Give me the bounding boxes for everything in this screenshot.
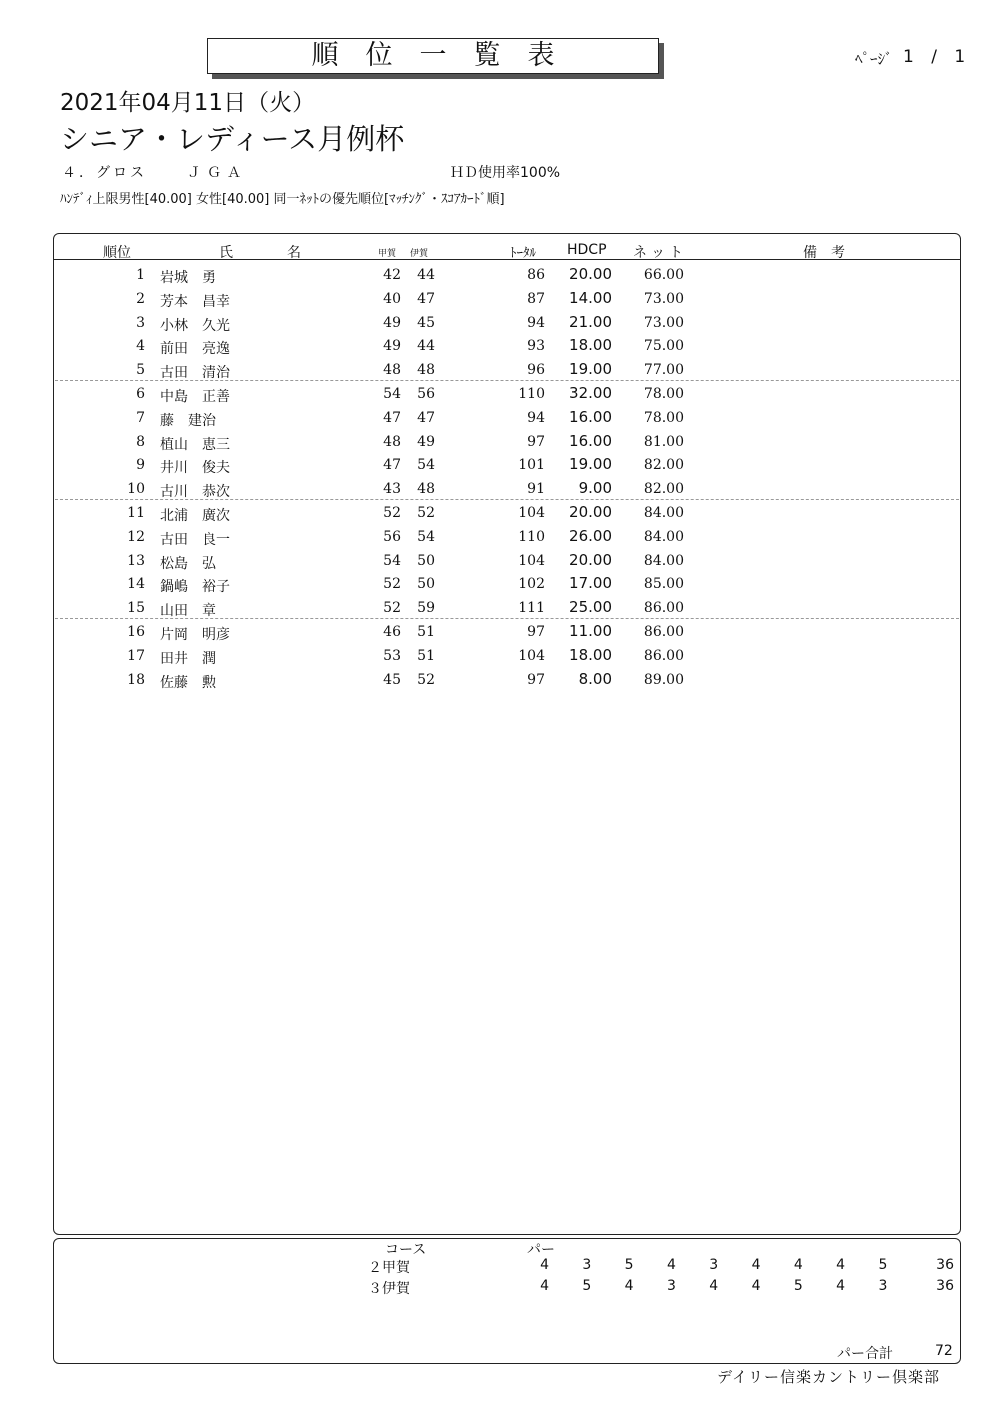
rank-cell: 4 xyxy=(136,338,145,355)
hdcp-cell: 21.00 xyxy=(569,312,612,331)
col-header-rank: 順位 xyxy=(103,245,131,261)
total-score-cell: 104 xyxy=(518,552,545,569)
in-score-cell: 44 xyxy=(417,267,435,283)
name-cell: 藤 建治 xyxy=(160,412,216,429)
hole-par: 4 xyxy=(709,1278,719,1294)
col-header-in: 伊賀 xyxy=(410,249,429,259)
table-row xyxy=(0,619,1000,643)
total-score-cell: 101 xyxy=(518,457,545,474)
hdcp-cell: 11.00 xyxy=(569,622,612,640)
hole-par: 3 xyxy=(709,1257,719,1273)
net-score-cell: 66.00 xyxy=(643,267,684,283)
net-score-cell: 78.00 xyxy=(643,386,684,402)
rank-cell: 8 xyxy=(136,433,145,450)
table-row xyxy=(0,500,1000,524)
hdcp-cell: 18.00 xyxy=(569,336,612,355)
out-score-cell: 45 xyxy=(383,671,401,688)
in-score-cell: 48 xyxy=(417,362,435,379)
course-header-label: コース xyxy=(385,1242,427,1258)
course-name: ３伊賀 xyxy=(368,1281,410,1297)
par-header-label: パー xyxy=(527,1242,555,1258)
net-score-cell: 86.00 xyxy=(643,647,684,664)
out-score-cell: 53 xyxy=(383,647,401,664)
table-row xyxy=(0,571,1000,595)
table-row xyxy=(0,310,1000,334)
rank-cell: 6 xyxy=(136,386,145,402)
name-cell: 井川 俊夫 xyxy=(160,460,230,477)
hole-par: 4 xyxy=(751,1257,761,1273)
in-score-cell: 52 xyxy=(417,505,435,521)
out-score-cell: 47 xyxy=(383,409,401,426)
course-par-total: 36 xyxy=(936,1278,954,1294)
table-row xyxy=(0,548,1000,572)
handicap-rules: ﾊﾝﾃﾞｨ上限男性[40.00] 女性[40.00] 同一ﾈｯﾄの優先順位[ﾏｯﾁﾝｸﾞ・ｽｺｱｶｰﾄﾞ順] xyxy=(60,192,505,207)
rank-cell: 1 xyxy=(136,267,145,283)
in-score-cell: 51 xyxy=(417,647,435,664)
total-score-cell: 86 xyxy=(527,267,545,283)
net-score-cell: 85.00 xyxy=(643,576,684,593)
rank-cell: 7 xyxy=(136,409,145,426)
table-row xyxy=(0,262,1000,286)
rank-cell: 17 xyxy=(127,647,145,664)
total-score-cell: 110 xyxy=(518,386,545,402)
par-total-value: 72 xyxy=(935,1343,953,1359)
col-header-total: ﾄｰﾀﾙ xyxy=(510,246,536,261)
net-score-cell: 77.00 xyxy=(643,362,684,379)
name-cell: 前田 亮逸 xyxy=(160,341,230,358)
net-score-cell: 84.00 xyxy=(643,528,684,545)
course-par-total: 36 xyxy=(936,1257,954,1273)
in-score-cell: 47 xyxy=(417,290,435,307)
total-score-cell: 97 xyxy=(527,671,545,688)
net-score-cell: 86.00 xyxy=(643,624,684,640)
table-row xyxy=(0,405,1000,429)
name-cell: 松島 弘 xyxy=(160,555,216,572)
name-cell: 鍋嶋 裕子 xyxy=(160,579,230,596)
in-score-cell: 50 xyxy=(417,576,435,593)
in-score-cell: 49 xyxy=(417,433,435,450)
hole-par: 4 xyxy=(836,1278,846,1294)
name-cell: 古田 良一 xyxy=(160,531,230,548)
net-score-cell: 78.00 xyxy=(643,409,684,426)
total-score-cell: 104 xyxy=(518,647,545,664)
net-score-cell: 84.00 xyxy=(643,505,684,521)
col-header-hdcp: HDCP xyxy=(567,242,607,258)
name-cell: 山田 章 xyxy=(160,603,216,620)
name-cell: 植山 恵三 xyxy=(160,436,230,453)
hdcp-cell: 17.00 xyxy=(569,574,612,593)
in-score-cell: 54 xyxy=(417,457,435,474)
hole-par: 4 xyxy=(836,1257,846,1273)
hole-par: 5 xyxy=(624,1257,634,1273)
hdcp-cell: 20.00 xyxy=(569,550,612,569)
in-score-cell: 56 xyxy=(417,386,435,402)
out-score-cell: 52 xyxy=(383,505,401,521)
handicap-type: ＪＧＡ xyxy=(187,165,247,181)
hdcp-cell: 18.00 xyxy=(569,645,612,664)
out-score-cell: 46 xyxy=(383,624,401,640)
in-score-cell: 59 xyxy=(417,600,435,617)
table-row xyxy=(0,333,1000,357)
name-cell: 北浦 廣次 xyxy=(160,508,230,524)
total-score-cell: 97 xyxy=(527,433,545,450)
net-score-cell: 86.00 xyxy=(643,600,684,617)
page-label: ﾍﾟｰｼﾞ xyxy=(855,50,893,68)
net-score-cell: 73.00 xyxy=(643,314,684,331)
hdcp-cell: 9.00 xyxy=(578,479,612,498)
col-header-out: 甲賀 xyxy=(378,249,397,259)
out-score-cell: 52 xyxy=(383,600,401,617)
competition-name: シニア・レディース月例杯 xyxy=(60,122,405,156)
name-cell: 佐藤 勲 xyxy=(160,674,216,691)
out-score-cell: 40 xyxy=(383,290,401,307)
name-cell: 田井 潤 xyxy=(160,650,216,667)
total-score-cell: 111 xyxy=(518,600,545,617)
out-score-cell: 42 xyxy=(383,267,401,283)
hole-par: 4 xyxy=(540,1278,549,1294)
name-cell: 小林 久光 xyxy=(160,317,230,334)
par-total-label: パー合計 xyxy=(837,1346,893,1362)
hole-par: 5 xyxy=(582,1278,592,1294)
hole-par: 4 xyxy=(793,1257,803,1273)
rank-cell: 2 xyxy=(136,290,145,307)
hdcp-cell: 19.00 xyxy=(569,455,612,474)
hole-par: 5 xyxy=(878,1257,888,1273)
out-score-cell: 47 xyxy=(383,457,401,474)
table-row xyxy=(0,667,1000,691)
in-score-cell: 52 xyxy=(417,671,435,688)
hole-par: 5 xyxy=(793,1278,803,1294)
hdcp-cell: 19.00 xyxy=(569,360,612,379)
out-score-cell: 52 xyxy=(383,576,401,593)
in-score-cell: 45 xyxy=(417,314,435,331)
hole-par: 4 xyxy=(666,1257,676,1273)
club-name: デイリー信楽カントリー倶楽部 xyxy=(717,1368,940,1386)
in-score-cell: 48 xyxy=(417,481,435,498)
net-score-cell: 82.00 xyxy=(643,457,684,474)
rank-cell: 11 xyxy=(127,505,145,521)
hole-par: 3 xyxy=(666,1278,676,1294)
in-score-cell: 47 xyxy=(417,409,435,426)
table-row xyxy=(0,476,1000,500)
table-row xyxy=(0,524,1000,548)
out-score-cell: 54 xyxy=(383,552,401,569)
in-score-cell: 51 xyxy=(417,624,435,640)
net-score-cell: 84.00 xyxy=(643,552,684,569)
out-score-cell: 49 xyxy=(383,314,401,331)
out-score-cell: 49 xyxy=(383,338,401,355)
out-score-cell: 48 xyxy=(383,362,401,379)
out-score-cell: 48 xyxy=(383,433,401,450)
hdcp-cell: 25.00 xyxy=(569,598,612,617)
rank-cell: 5 xyxy=(136,362,145,379)
out-score-cell: 43 xyxy=(383,481,401,498)
rank-cell: 16 xyxy=(127,624,145,640)
course-name: ２甲賀 xyxy=(368,1260,410,1276)
rank-cell: 15 xyxy=(127,600,145,617)
hdcp-cell: 16.00 xyxy=(569,431,612,450)
hdcp-cell: 32.00 xyxy=(569,384,612,402)
table-row xyxy=(0,452,1000,476)
total-score-cell: 97 xyxy=(527,624,545,640)
scoring-format: ４．グロス xyxy=(62,165,147,181)
name-cell: 芳本 昌幸 xyxy=(160,293,230,310)
hole-par: 4 xyxy=(540,1257,549,1273)
out-score-cell: 54 xyxy=(383,386,401,402)
net-score-cell: 81.00 xyxy=(643,433,684,450)
hdcp-cell: 16.00 xyxy=(569,407,612,426)
total-score-cell: 104 xyxy=(518,505,545,521)
rank-cell: 12 xyxy=(127,528,145,545)
competition-date: 2021年04月11日（火） xyxy=(60,90,316,116)
total-score-cell: 102 xyxy=(518,576,545,593)
net-score-cell: 89.00 xyxy=(643,671,684,688)
table-row xyxy=(0,357,1000,381)
page-number: 1 / 1 xyxy=(903,47,972,67)
total-score-cell: 94 xyxy=(527,409,545,426)
total-score-cell: 87 xyxy=(527,290,545,307)
hole-par: 3 xyxy=(582,1257,592,1273)
in-score-cell: 44 xyxy=(417,338,435,355)
in-score-cell: 54 xyxy=(417,528,435,545)
total-score-cell: 110 xyxy=(518,528,545,545)
table-row xyxy=(0,381,1000,405)
rank-cell: 3 xyxy=(136,314,145,331)
rank-cell: 9 xyxy=(136,457,145,474)
rank-cell: 10 xyxy=(127,481,145,498)
name-cell: 古田 清治 xyxy=(160,365,230,382)
net-score-cell: 75.00 xyxy=(643,338,684,355)
net-score-cell: 73.00 xyxy=(643,290,684,307)
hdcp-cell: 20.00 xyxy=(569,265,612,283)
in-score-cell: 50 xyxy=(417,552,435,569)
hdcp-cell: 26.00 xyxy=(569,526,612,545)
total-score-cell: 94 xyxy=(527,314,545,331)
title-box xyxy=(207,38,659,74)
total-score-cell: 91 xyxy=(527,481,545,498)
hdcp-cell: 8.00 xyxy=(578,669,612,688)
col-header-name-1: 氏 xyxy=(219,245,233,261)
col-header-name-2: 名 xyxy=(287,245,301,261)
col-header-remarks: 備 考 xyxy=(803,245,845,261)
col-header-net: ネット xyxy=(633,245,687,261)
hd-usage-rate: ＨＤ使用率100% xyxy=(450,165,561,181)
table-row xyxy=(0,595,1000,619)
total-score-cell: 93 xyxy=(527,338,545,355)
table-row xyxy=(0,286,1000,310)
total-score-cell: 96 xyxy=(527,362,545,379)
hole-par: 4 xyxy=(751,1278,761,1294)
table-row xyxy=(0,643,1000,667)
hdcp-cell: 20.00 xyxy=(569,503,612,521)
name-cell: 片岡 明彦 xyxy=(160,627,230,643)
table-row xyxy=(0,429,1000,453)
rank-cell: 14 xyxy=(127,576,145,593)
name-cell: 岩城 勇 xyxy=(160,270,216,286)
net-score-cell: 82.00 xyxy=(643,481,684,498)
rank-cell: 18 xyxy=(127,671,145,688)
hole-par: 3 xyxy=(878,1278,888,1294)
out-score-cell: 56 xyxy=(383,528,401,545)
rank-cell: 13 xyxy=(127,552,145,569)
hdcp-cell: 14.00 xyxy=(569,288,612,307)
name-cell: 中島 正善 xyxy=(160,389,230,405)
name-cell: 古川 恭次 xyxy=(160,484,230,501)
hole-par: 4 xyxy=(624,1278,634,1294)
page-title: 順位一覧表 xyxy=(311,40,582,71)
